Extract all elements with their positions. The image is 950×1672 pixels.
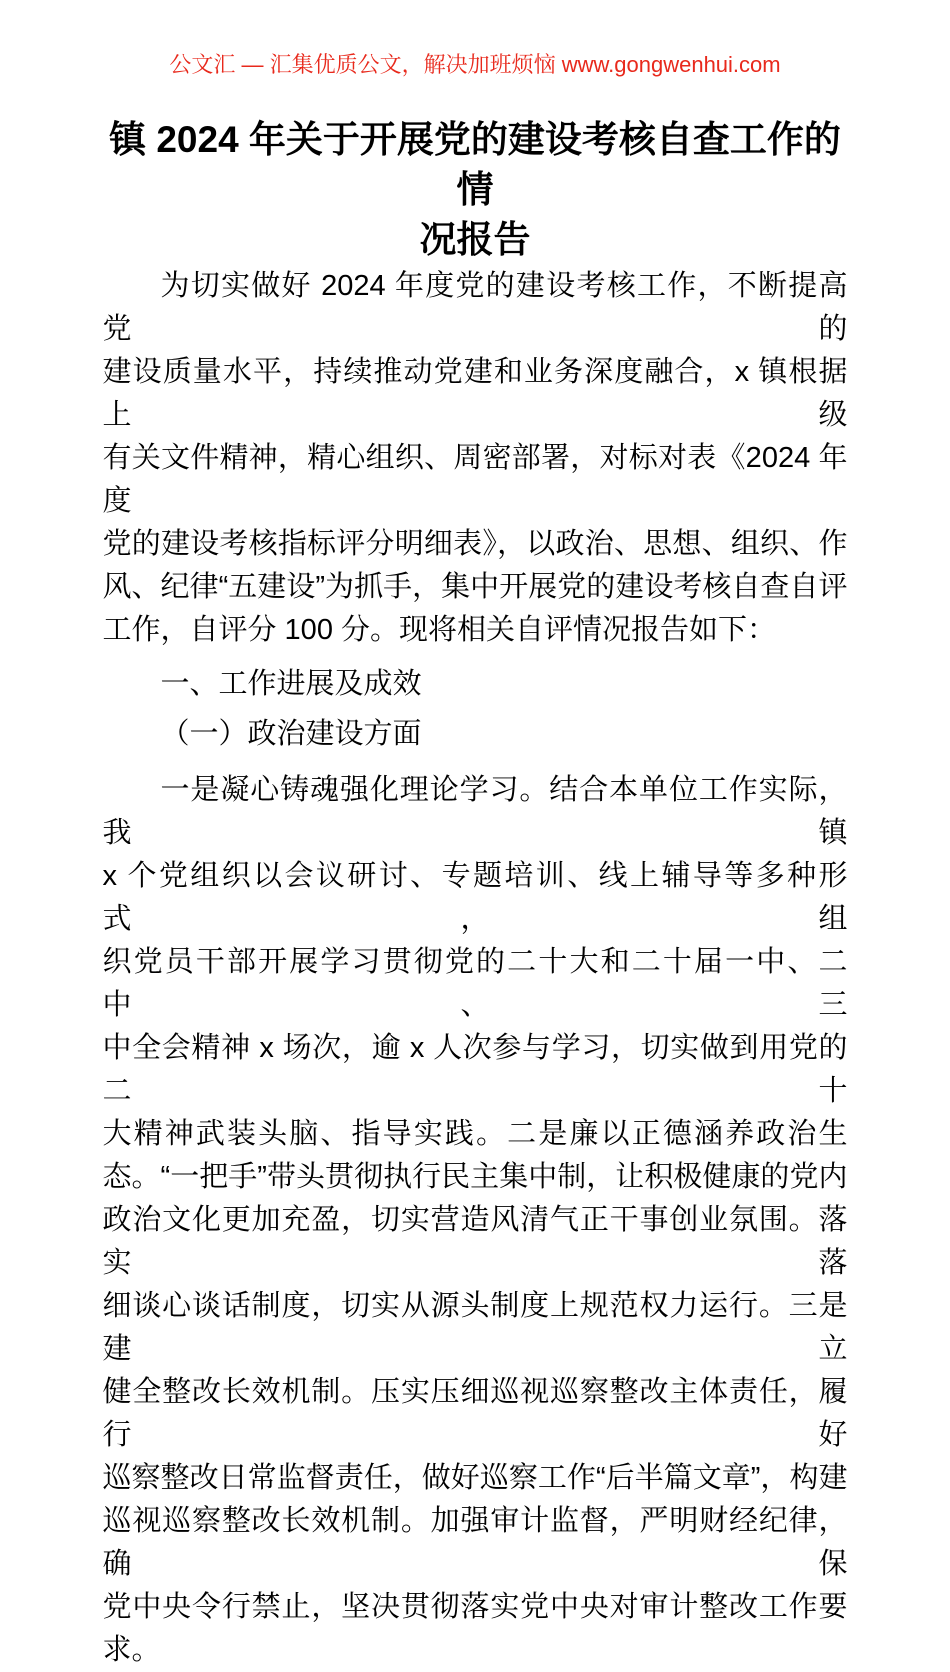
text-line: 态。“一把手”带头贯彻执行民主集中制，让积极健康的党内 <box>102 1161 848 1193</box>
text-line: 织党员干部开展学习贯彻党的二十大和二十届一中、二中、三 <box>102 946 848 1021</box>
text-line: 党中央令行禁止，坚决贯彻落实党中央对审计整改工作要求。 <box>102 1591 848 1666</box>
text-line: 大精神武装头脑、指导实践。二是廉以正德涵养政治生 <box>102 1118 848 1150</box>
text-line: 一是凝心铸魂强化理论学习。结合本单位工作实际，我镇 <box>102 774 848 849</box>
text-line: 有关文件精神，精心组织、周密部署，对标对表《2024 年度 <box>102 442 848 517</box>
paragraph <box>103 769 848 1672</box>
paragraph <box>103 265 848 652</box>
document-title <box>103 115 848 265</box>
text-line: 细谈心谈话制度，切实从源头制度上规范权力运行。三是建立 <box>102 1290 848 1365</box>
text-line: x 个党组织以会议研讨、专题培训、线上辅导等多种形式，组 <box>102 860 848 935</box>
text-line: 巡视巡察整改长效机制。加强审计监督，严明财经纪律，确保 <box>102 1505 848 1580</box>
document-title-line-2: 况报告 <box>419 219 531 260</box>
document-title-line-1: 镇 2024 年关于开展党的建设考核自查工作的情 <box>109 119 841 210</box>
text-line: 健全整改长效机制。压实压细巡视巡察整改主体责任，履行好 <box>102 1376 848 1451</box>
document-body <box>103 265 848 1672</box>
text-line: 建设质量水平，持续推动党建和业务深度融合，x 镇根据上级 <box>102 356 848 431</box>
document-page <box>103 0 848 1672</box>
text-line: 政治文化更加充盈，切实营造风清气正干事创业氛围。落实落 <box>102 1204 848 1279</box>
text-line: 巡察整改日常监督责任，做好巡察工作“后半篇文章”，构建 <box>102 1462 848 1494</box>
text-line: 党的建设考核指标评分明细表》，以政治、思想、组织、作 <box>102 528 848 560</box>
text-line: 中全会精神 x 场次，逾 x 人次参与学习，切实做到用党的二十 <box>102 1032 848 1107</box>
section-heading: （一）政治建设方面 <box>160 718 422 750</box>
site-banner: 公文汇 — 汇集优质公文，解决加班烦恼 www.gongwenhui.com <box>169 52 781 77</box>
text-line: 风、纪律“五建设”为抓手，集中开展党的建设考核自查自评 <box>102 571 848 603</box>
section-heading: 一、工作进展及成效 <box>160 668 422 700</box>
text-line: 为切实做好 2024 年度党的建设考核工作，不断提高党的 <box>102 270 848 345</box>
text-line: 工作，自评分 100 分。现将相关自评情况报告如下： <box>102 614 777 646</box>
